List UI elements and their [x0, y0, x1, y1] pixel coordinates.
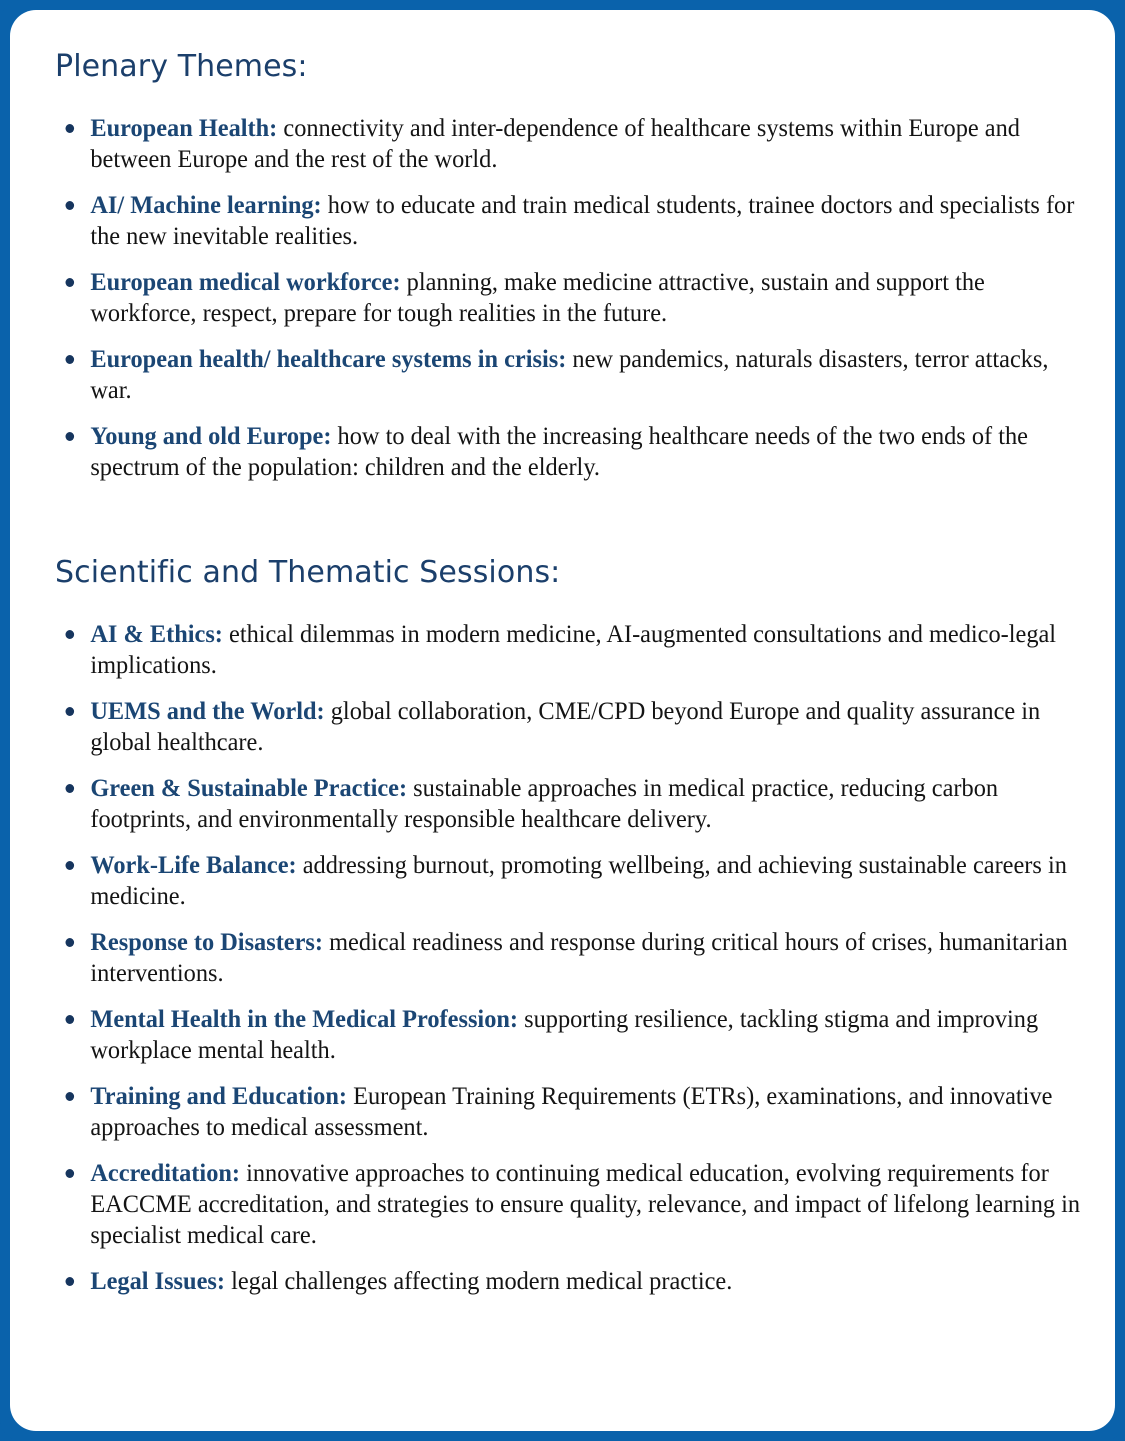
list-item-lead: Accreditation:	[90, 1158, 241, 1187]
list-item-lead: European Health:	[90, 113, 278, 142]
list-item-rest: how to educate and train medical students, trainee doctors and specialists for the new inevitable realities.	[90, 190, 1075, 250]
list-item-rest: medical readiness and response during critical hours of crises, humanitarian interventions.	[90, 927, 1068, 987]
list-item	[55, 112, 1093, 174]
list-item-rest: addressing burnout, promoting wellbeing, and achieving sustainable careers in medicine.	[90, 850, 1067, 910]
list-item	[55, 772, 1093, 834]
list-item-lead: UEMS and the World:	[90, 696, 325, 725]
list-item-lead: AI & Ethics:	[90, 619, 223, 648]
list-item	[55, 849, 1093, 911]
spacer	[55, 92, 1060, 112]
list-item-rest: how to deal with the increasing healthcare needs of the two ends of the spectrum of the population: children and the elderly.	[90, 421, 1028, 481]
section-spacer	[55, 482, 1060, 554]
section-plenary-themes	[55, 48, 1075, 482]
list-item	[55, 1157, 1093, 1250]
document-body	[55, 48, 1081, 1296]
list-item	[55, 1265, 1093, 1296]
list-item-rest: new pandemics, naturals disasters, terror attacks, war.	[90, 344, 1049, 404]
list-item-rest: supporting resilience, tackling stigma and improving workplace mental health.	[90, 1004, 1039, 1064]
list-item	[55, 695, 1093, 757]
list-item-lead: Response to Disasters:	[90, 927, 324, 956]
section-heading-plenary-themes: Plenary Themes:	[55, 49, 308, 84]
list-item	[55, 343, 1093, 405]
spacer	[55, 598, 1060, 618]
list-item	[55, 926, 1093, 988]
list-item	[55, 1003, 1093, 1065]
list-item-rest: legal challenges affecting modern medical practice.	[224, 1266, 733, 1295]
list-item-rest: connectivity and inter-dependence of healthcare systems within Europe and between Europe and the rest of the world.	[90, 113, 1020, 173]
list-item-rest: global collaboration, CME/CPD beyond Europe and quality assurance in global healthcare.	[90, 696, 1041, 756]
list-item	[55, 1080, 1093, 1142]
section-heading-scientific-thematic-sessions: Scientific and Thematic Sessions:	[55, 555, 561, 590]
list-item-lead: Work-Life Balance:	[90, 850, 297, 879]
content-card	[10, 10, 1115, 1431]
list-item	[55, 420, 1093, 482]
list-item-rest: ethical dilemmas in modern medicine, AI-augmented consultations and medico-legal implications.	[90, 619, 1057, 679]
plenary-themes-list	[55, 112, 1075, 482]
list-item-lead: Legal Issues:	[90, 1266, 225, 1295]
list-item-lead: AI/ Machine learning:	[90, 190, 322, 219]
list-item-rest: innovative approaches to continuing medical education, evolving requirements for EACCME accreditation, and strategies to ensure quality, relevance, and impact of lifelong learning in specialist medical care.	[90, 1158, 1081, 1249]
list-item-rest: planning, make medicine attractive, sustain and support the workforce, respect, prepare for tough realities in the future.	[90, 267, 985, 327]
list-item-lead: Green & Sustainable Practice:	[90, 773, 408, 802]
section-scientific-thematic-sessions	[55, 554, 1081, 1296]
list-item-lead: European health/ healthcare systems in crisis:	[90, 344, 567, 373]
list-item	[55, 618, 1093, 680]
list-item-rest: European Training Requirements (ETRs), examinations, and innovative approaches to medical assessment.	[90, 1081, 1053, 1141]
list-item-lead: Young and old Europe:	[90, 421, 332, 450]
list-item	[55, 266, 1093, 328]
scientific-sessions-list	[55, 618, 1081, 1296]
list-item-rest: sustainable approaches in medical practice, reducing carbon footprints, and environmentally responsible healthcare delivery.	[90, 773, 999, 833]
list-item-lead: European medical workforce:	[90, 267, 401, 296]
list-item	[55, 189, 1093, 251]
list-item-lead: Mental Health in the Medical Profession:	[90, 1004, 519, 1033]
list-item-lead: Training and Education:	[90, 1081, 348, 1110]
